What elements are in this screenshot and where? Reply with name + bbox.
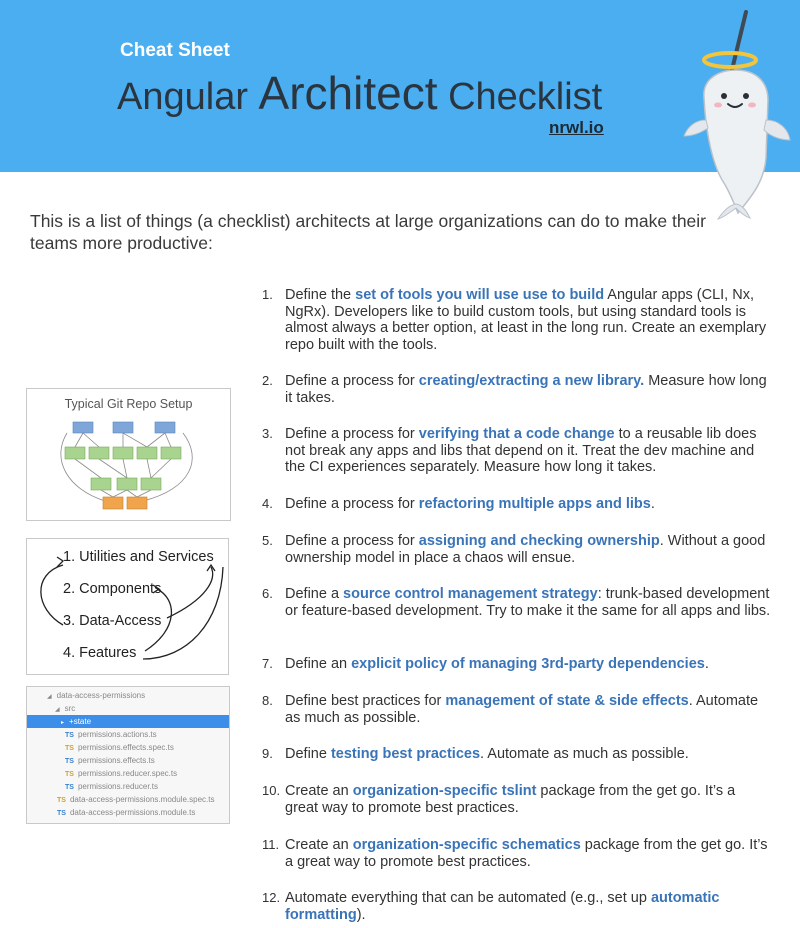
item-text: Create an organization-specific schematics package from the get go. It’s a great way to promote best practices. [285,837,768,870]
item-number: 5. [262,533,273,548]
item-text: Define a process for creating/extracting a new library. Measure how long it takes. [285,373,767,406]
tree-file-row[interactable]: TS permissions.actions.ts [65,730,157,739]
folder-expand-icon: ▸ [61,720,65,726]
brand-link[interactable]: nrwl.io [549,118,604,137]
spec-file-icon: TS [65,771,74,778]
item-text: Define a source control management strategy: trunk-based development or feature-based development. Try to make it the same for all apps and libs. [285,586,771,619]
item-number: 7. [262,656,273,671]
item-number: 11. [262,837,280,852]
checklist-item [262,890,772,923]
checklist-item [262,586,772,619]
item-text: Define a process for assigning and checking ownership. Without a good ownership model in place a chaos will ensue. [285,533,766,566]
layer-utilities-services: 1. Utilities and Services [63,549,214,565]
checklist-item [262,783,772,816]
item-number: 12. [262,890,281,905]
item-text: Create an organization-specific tslint package from the get go. It’s a great way to promote best practices. [285,783,736,816]
item-highlight: explicit policy of managing 3rd-party dependencies [351,656,705,672]
item-highlight: set of tools you will use use to build [355,287,605,303]
item-number: 8. [262,693,273,708]
intro-paragraph: This is a list of things (a checklist) architects at large organizations can do to make their teams more productive: [30,211,706,253]
folder-collapse-icon: ◢ [55,707,60,713]
item-highlight: organization-specific tslint [352,783,537,799]
tree-file-row[interactable]: TS data-access-permissions.module.ts [57,808,196,817]
checklist-item [262,426,772,476]
tree-file-row[interactable]: TS data-access-permissions.module.spec.ts [57,795,215,804]
typescript-file-icon: TS [65,758,74,765]
title-prefix: Angular [117,76,248,118]
item-text: Define best practices for management of state & side effects. Automate as much as possible. [285,693,759,726]
item-number: 4. [262,496,273,511]
item-number: 9. [262,746,273,761]
narwhal-mascot-icon [680,8,792,220]
checklist-item [262,837,772,870]
layers-panel [26,538,229,675]
typescript-file-icon: TS [65,732,74,739]
checklist-item [262,496,772,513]
spec-file-icon: TS [65,745,74,752]
diagram-title: Typical Git Repo Setup [64,397,193,411]
item-highlight: automatic formatting [285,890,720,923]
item-text: Automate everything that can be automated (e.g., set up automatic formatting). [285,890,720,923]
item-number: 1. [262,287,273,302]
item-text: Define the set of tools you will use use to build Angular apps (CLI, Nx, NgRx). Developers like to build custom tools, but using standard tools is almost always a better option, at least in the long run. Create an exemplary repo built with the tools. [285,287,767,354]
item-highlight: organization-specific schematics [352,837,581,853]
item-number: 3. [262,426,273,441]
item-text: Define testing best practices. Automate as much as possible. [285,746,689,762]
eyebrow-text: Cheat Sheet [120,40,230,61]
item-text: Define a process for verifying that a code change to a reusable lib does not break any apps and libs that depend on it. Treat the dev machine and the CI experiences separately. Measure how long it takes. [285,426,757,476]
layer-data-access: 3. Data-Access [63,613,162,629]
item-text: Define an explicit policy of managing 3rd-party dependencies. [285,656,709,672]
checklist-item [262,746,772,763]
tree-folder-row[interactable]: ◢ src [55,704,76,713]
item-highlight: management of state & side effects [445,693,689,709]
tree-file-row[interactable]: TS permissions.reducer.ts [65,782,158,791]
title-main: Architect [258,67,438,119]
layer-components: 2. Components [63,581,162,597]
item-highlight: refactoring multiple apps and libs [418,496,651,512]
item-number: 2. [262,373,273,388]
spec-file-icon: TS [57,797,66,804]
page-title [117,66,602,120]
checklist-item [262,287,772,354]
title-suffix: Checklist [448,76,603,118]
item-text: Define a process for refactoring multiple apps and libs. [285,496,655,512]
typescript-file-icon: TS [65,784,74,791]
folder-collapse-icon: ◢ [47,694,52,700]
item-number: 6. [262,586,273,601]
tree-folder-row-selected[interactable]: ▸ +state [27,715,230,728]
checklist-item [262,533,772,566]
item-highlight: creating/extracting a new library. [418,373,645,389]
item-number: 10. [262,783,281,798]
repo-diagram [27,389,232,522]
item-highlight: testing best practices [330,746,481,762]
item-highlight: source control management strategy [343,586,598,602]
checklist-item [262,656,772,673]
repo-diagram-panel [26,388,231,521]
item-highlight: verifying that a code change [418,426,615,442]
item-highlight: assigning and checking ownership [418,533,660,549]
tree-folder-row[interactable]: ◢ data-access-permissions [47,691,146,700]
tree-file-row[interactable]: TS permissions.reducer.spec.ts [65,769,178,778]
typescript-file-icon: TS [57,810,66,817]
tree-file-row[interactable]: TS permissions.effects.ts [65,756,155,765]
tree-file-row[interactable]: TS permissions.effects.spec.ts [65,743,174,752]
layer-features: 4. Features [63,645,137,661]
file-tree-panel [26,686,230,824]
checklist-item [262,693,772,726]
checklist-item [262,373,772,406]
